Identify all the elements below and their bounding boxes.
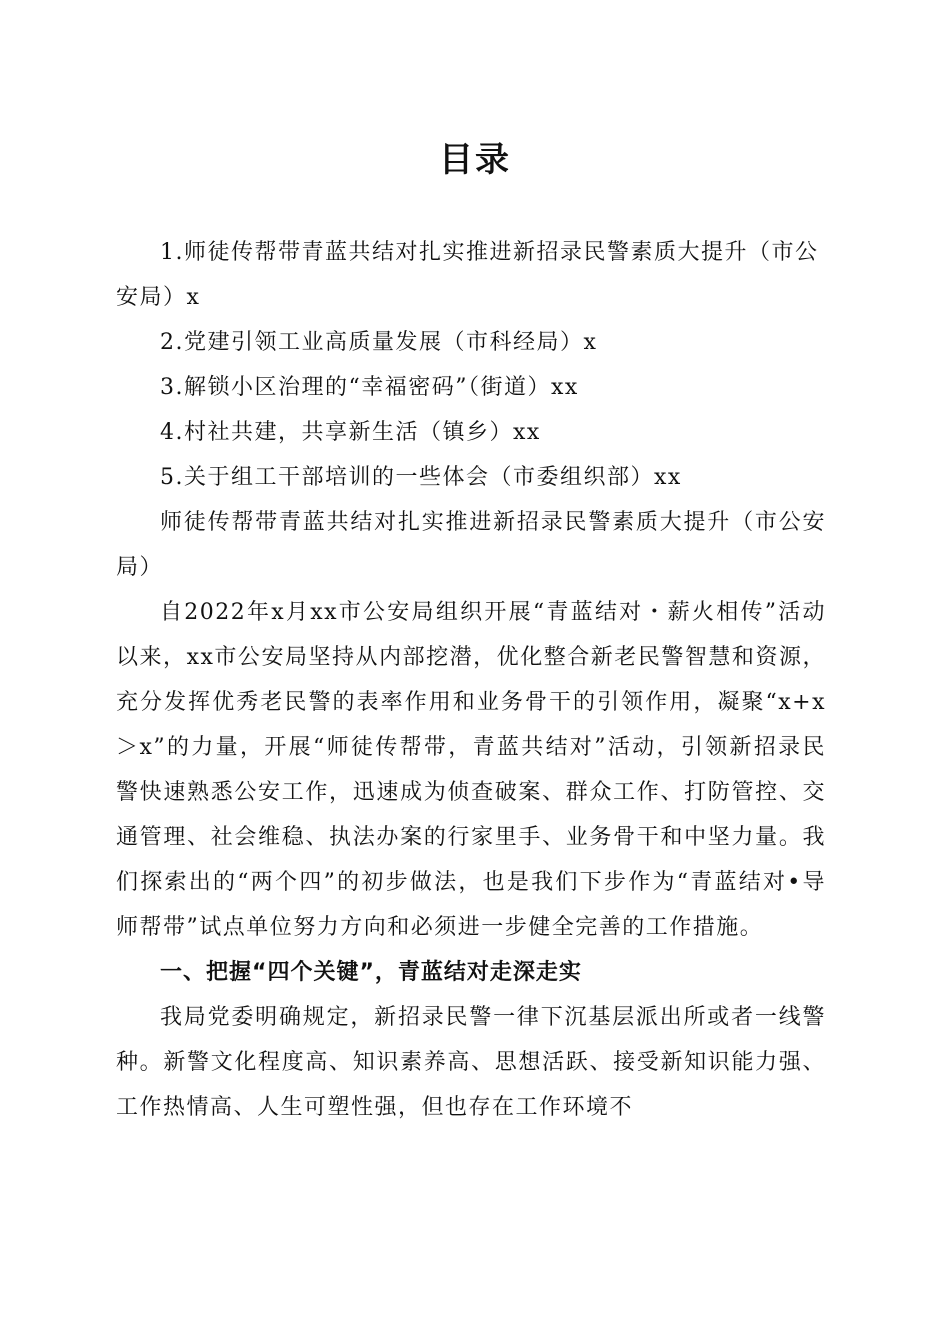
toc-item-5: 5.关于组工干部培训的一些体会（市委组织部）xx (160, 465, 682, 490)
document-title: 目录 (439, 140, 511, 180)
toc-item-4: 4.村社共建，共享新生活（镇乡）xx (160, 420, 541, 445)
toc-item-3: 3.解锁小区治理的“幸福密码”（街道）xx (160, 375, 579, 400)
article-title: 师徒传帮带青蓝共结对扎实推进新招录民警素质大提升（市公安局） (116, 510, 826, 580)
document-body (116, 230, 826, 1130)
body-paragraph-2: 我局党委明确规定，新招录民警一律下沉基层派出所或者一线警种。新警文化程度高、知识素养高、思想活跃、接受新知识能力强、工作热情高、人生可塑性强，但也存在工作环境不 (116, 1005, 826, 1120)
body-paragraph-1: 自2022年x月xx市公安局组织开展“青蓝结对・薪火相传”活动以来，xx市公安局坚持从内部挖潜，优化整合新老民警智慧和资源，充分发挥优秀老民警的表率作用和业务骨干的引领作用，凝聚“x+x＞x”的力量，开展“师徒传帮带，青蓝共结对”活动，引领新招录民警快速熟悉公安工作，迅速成为侦查破案、群众工作、打防管控、交通管理、社会维稳、执法办案的行家里手、业务骨干和中坚力量。我们探索出的“两个四”的初步做法，也是我们下步作为“青蓝结对•导师帮带”试点单位努力方向和必须进一步健全完善的工作措施。 (116, 600, 826, 940)
section-heading-1: 一、把握“四个关键”，青蓝结对走深走实 (160, 960, 582, 985)
toc-item-2: 2.党建引领工业高质量发展（市科经局）x (160, 330, 598, 355)
toc-item-1: 1.师徒传帮带青蓝共结对扎实推进新招录民警素质大提升（市公安局）x (116, 240, 819, 310)
